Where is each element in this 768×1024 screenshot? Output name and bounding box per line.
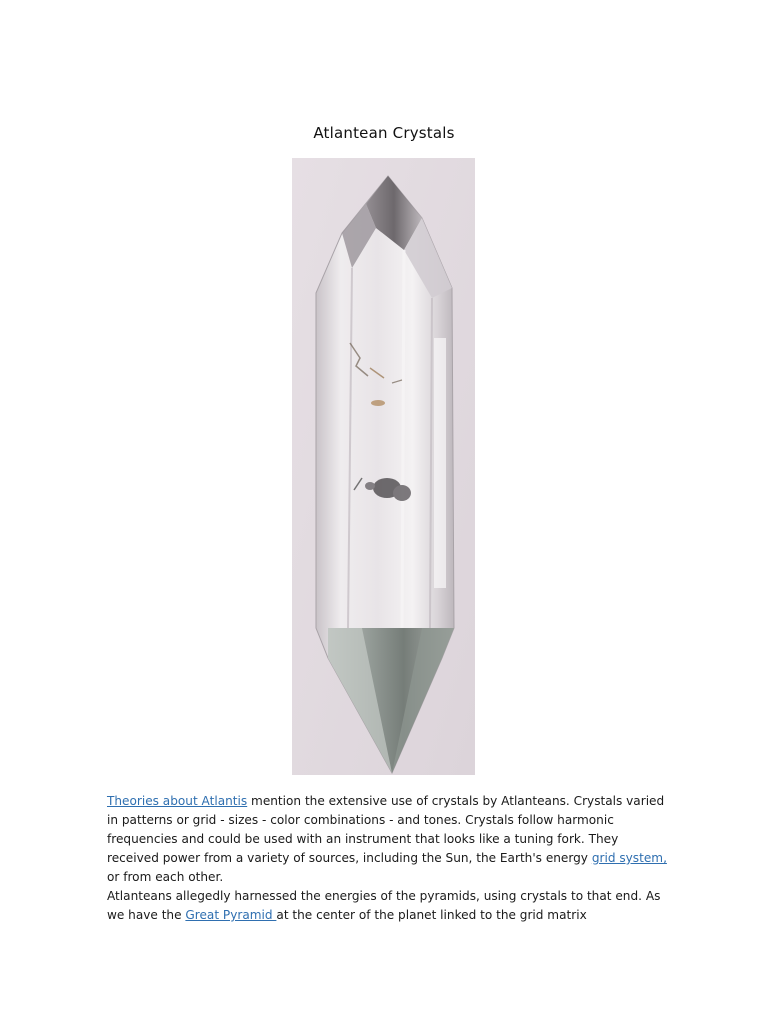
article-body [107, 792, 667, 925]
paragraph-1-text-2: or from each other. [107, 870, 224, 884]
paragraph-2-text-2: at the center of the planet linked to the grid matrix [276, 908, 587, 922]
paragraph-2 [107, 887, 667, 925]
page-title: Atlantean Crystals [313, 124, 455, 142]
crystal-image [292, 158, 475, 775]
paragraph-1 [107, 792, 667, 887]
paragraph-1-text-1: mention the extensive use of crystals by Atlanteans. Crystals varied in patterns or grid - sizes - color combinations - and tones. Crystals follow harmonic frequencies and could be used with an instrument that looks like a tuning fork. They received power from a variety of sources, including the Sun, the Earth's energy [107, 794, 665, 865]
theories-about-atlantis-link[interactable]: Theories about Atlantis [107, 794, 248, 808]
great-pyramid-link[interactable]: Great Pyramid [185, 908, 277, 922]
grid-system-link[interactable]: grid system, [591, 851, 667, 865]
paragraph-2-text-1: Atlanteans allegedly harnessed the energies of the pyramids, using crystals to that end. As we have the [107, 889, 661, 922]
crystal-illustration [292, 158, 475, 775]
